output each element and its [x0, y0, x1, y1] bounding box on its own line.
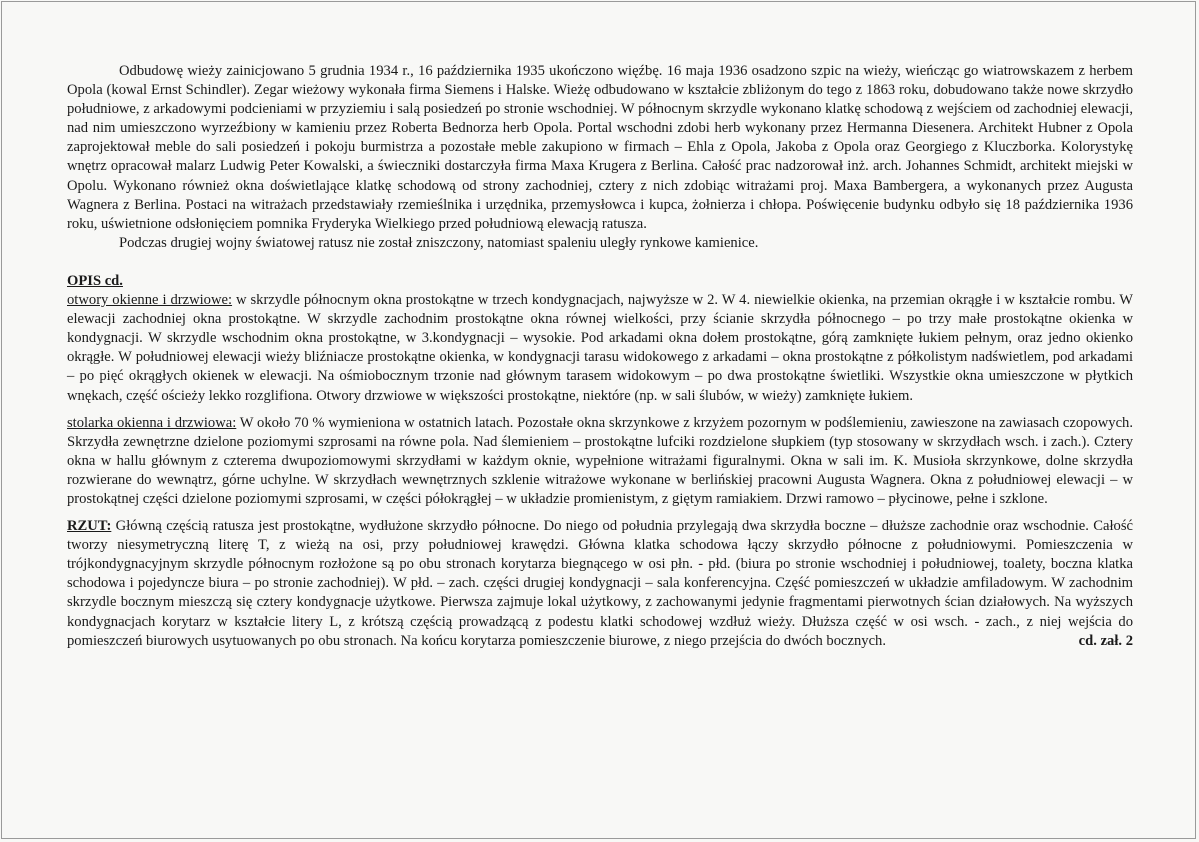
paragraph-spacer [67, 509, 1133, 517]
plan-paragraph [67, 517, 1133, 651]
windows-doors-paragraph [67, 291, 1133, 406]
section-title: OPIS cd. [67, 272, 123, 289]
document-content [67, 62, 1133, 651]
plan-text: Główną częścią ratusza jest prostokątne, wydłużone skrzydło północne. Do niego od południa przylegają dwa skrzydła boczne – dłuższe zachodnie oraz wschodnie. Całość tworzy niesymetryczną literę T, z wieżą na osi, przy południowej krawędzi. Główna klatka schodowa łączy skrzydło północne z południowymi. Pomieszczenia w trójkondygnacyjnym skrzydle północnym rozłożone są po obu stronach korytarza biegnącego w osi płn. - płd. (biura po stronie wschodniej i południowej, toalety, boczna klatka schodowa i pojedyncze biura – po stronie zachodniej). W płd. – zach. części drugiej kondygnacji – sala konferencyjna. Część pomieszczeń w układzie amfiladowym. W zachodnim skrzydle bocznym mieszczą się cztery kondygnacje użytkowe. Pierwsza zajmuje lokal użytkowy, z zachowanymi jedynie fragmentami pierwotnych ścian działowych. Na wyższych kondygnacjach korytarz w kształcie litery L, z krótszą częścią prowadzącą z podestu klatki schodowej wzdłuż wieży. Dłuższa część w osi wsch. - zach., z niej wejścia do pomieszczeń biurowych usytuowanych po obu stronach. Na końcu korytarza pomieszczenie biurowe, z niego przejścia do dwóch bocznych. [67, 518, 1133, 649]
joinery-label: stolarka okienna i drzwiowa: [67, 414, 237, 431]
windows-doors-text: w skrzydle północnym okna prostokątne w trzech kondygnacjach, najwyższe w 2. W 4. niewielkie okienka, na przemian okrągłe i w kształcie rombu. W elewacji zachodniej okna prostokątne. W skrzydle zachodnim prostokątne okna równej wielkości, przy ścianie skrzydła północnego – po trzy małe prostokątne okienka w kondygnacji. W skrzydle wschodnim okna prostokątne, w 3.kondygnacji – wysokie. Pod arkadami okna dołem prostokątne, górą zamknięte łukiem pełnym, oraz jedno okienko okrągłe. W południowej elewacji wieży bliźniacze prostokątne okienka, w kondygnacji tarasu widokowego z arkadami – okna prostokątne z półkolistym nadświetlem, pod arkadami – po pięć okrągłych okienek w elewacji. Na ośmiobocznym trzonie nad głównym tarasem widokowym – po dwa prostokątne świetliki. Wszystkie okna umieszczone w płytkich wnękach, część ościeży lekko rozglifiona. Otwory drzwiowe w większości prostokątne, niektóre (np. w sali ślubów, w wieży) zamknięte łukiem. [67, 292, 1133, 404]
joinery-text: W około 70 % wymieniona w ostatnich latach. Pozostałe okna skrzynkowe z krzyżem pozornym w podślemieniu, zawieszone na zawiasach czopowych. Skrzydła zewnętrzne dzielone poziomymi szprosami na równe pola. Nad ślemieniem – prostokątne lufciki rozdzielone słupkiem (typ stosowany w skrzydłach wsch. i zach.). Cztery okna w hallu głównym z czterema dwupoziomowymi skrzydłami w każdym oknie, wypełnione witrażami figuralnymi. Okna w sali im. K. Musioła skrzynkowe, dolne skrzydła rozwierane do wewnątrz, górne uchylne. W skrzydłach wewnętrznych szklenie witrażowe wykonane w berlińskiej pracowni Augusta Wagnera. Okna z południowej elewacji – w prostokątnej części dzielone poziomymi szprosami, w części półokrągłej – w układzie promienistym, z giętym ramiakiem. Drzwi ramowo – płycinowe, pełne i szklone. [67, 414, 1133, 507]
windows-doors-label: otwory okienne i drzwiowe: [67, 292, 233, 309]
paragraph-spacer [67, 406, 1133, 414]
plan-label: RZUT: [67, 518, 112, 535]
history-paragraph: Odbudowę wieży zainicjowano 5 grudnia 1934 r., 16 października 1935 ukończono więźbę. 16 maja 1936 osadzono szpic na wieży, wieńcząc go wiatrowskazem z herbem Opola (kowal Ernst Schindler). Zegar wieżowy wykonała firma Siemens i Halske. Wieżę odbudowano w kształcie zbliżonym do tego z 1863 roku, dobudowano także nowe skrzydło południowe, z arkadowymi podcieniami w przyziemiu i salą posiedzeń po stronie wschodniej. W północnym skrzydle wykonano klatkę schodową z wejściem od zachodniej elewacji, nad nim umieszczono wyrzeźbiony w kamieniu przez Roberta Bednorza herb Opola. Portal wschodni zdobi herb wykonany przez Hermanna Diesenera. Architekt Hubner z Opola zaprojektował meble do sali posiedzeń i pokoju burmistrza a pozostałe meble zakupiono w firmach – Ehla z Opola, Jakoba z Opola oraz Georgiego z Kluczborka. Kolorystykę wnętrz opracował malarz Ludwig Peter Kowalski, a świeczniki dostarczyła firma Maxa Krugera z Berlina. Całość prac nadzorował inż. arch. Johannes Schmidt, architekt miejski w Opolu. Wykonano również okna doświetlające klatkę schodową od strony zachodniej, cztery z nich zdobiąc witrażami proj. Maxa Bambergera, a wykonanych przez Augusta Wagnera z Berlina. Postaci na witrażach przedstawiały rzemieślnika i urzędnika, przemysłowca i kupca, żołnierza i chłopa. Poświęcenie budynku odbyło się 18 października 1936 roku, uświetnione odsłonięciem pomnika Fryderyka Wielkiego przed południową elewacją ratusza. [67, 63, 1133, 232]
joinery-paragraph [67, 414, 1133, 509]
continuation-note: cd. zał. 2 [1078, 632, 1133, 649]
war-paragraph: Podczas drugiej wojny światowej ratusz nie został zniszczony, natomiast spaleniu uległy rynkowe kamienice. [119, 234, 759, 251]
